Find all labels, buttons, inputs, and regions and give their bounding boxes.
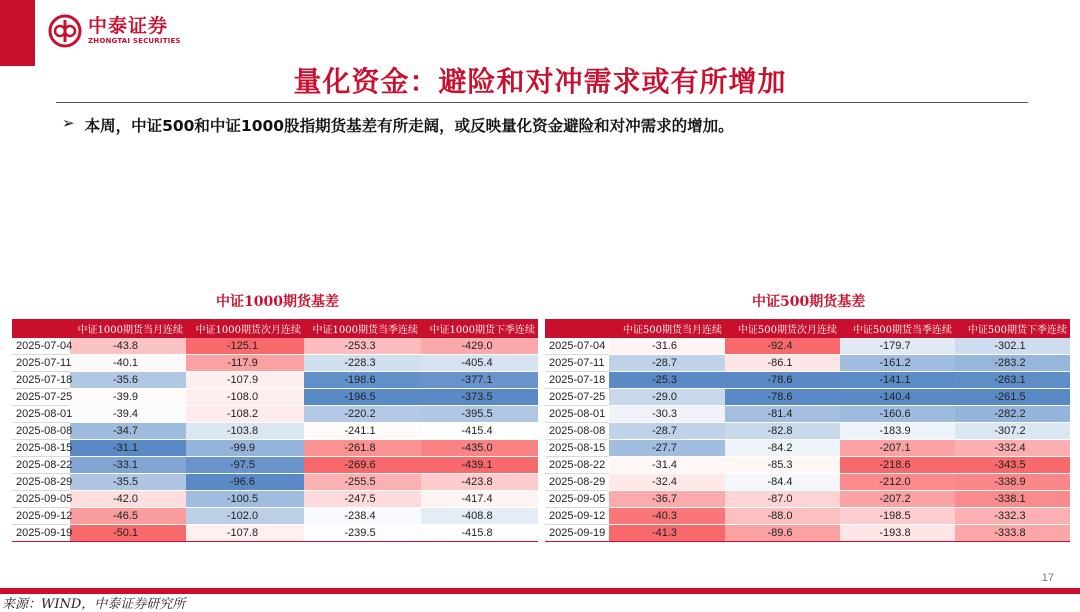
basis-cell: -228.3 xyxy=(304,355,421,372)
basis-cell: -92.4 xyxy=(725,338,840,355)
basis-cell: -198.5 xyxy=(840,508,955,525)
basis-cell: -117.9 xyxy=(186,355,304,372)
table-row xyxy=(545,423,1070,440)
table-row xyxy=(12,406,538,423)
basis-cell: -198.6 xyxy=(304,372,421,389)
basis-cell: -82.8 xyxy=(725,423,840,440)
basis-cell: -96.6 xyxy=(186,474,304,491)
table-row xyxy=(12,355,538,372)
basis-cell: -31.6 xyxy=(609,338,725,355)
date-cell: 2025-08-22 xyxy=(545,457,609,474)
basis-cell: -161.2 xyxy=(840,355,955,372)
basis-cell: -417.4 xyxy=(421,491,538,508)
arrow-bullet-icon: ➢ xyxy=(62,114,75,132)
date-cell: 2025-08-15 xyxy=(12,440,70,457)
basis-cell: -84.4 xyxy=(725,474,840,491)
date-cell: 2025-08-15 xyxy=(545,440,609,457)
basis-cell: -32.4 xyxy=(609,474,725,491)
header-accent-bar xyxy=(0,0,35,66)
date-cell: 2025-07-04 xyxy=(12,338,70,355)
basis-cell: -373.5 xyxy=(421,389,538,406)
date-cell: 2025-09-05 xyxy=(12,491,70,508)
basis-cell: -282.2 xyxy=(955,406,1070,423)
date-cell: 2025-07-18 xyxy=(545,372,609,389)
header-col-3: 中证500期货当季连续 xyxy=(840,319,955,338)
table-row xyxy=(545,491,1070,508)
basis-cell: -415.8 xyxy=(421,525,538,542)
basis-cell: -25.3 xyxy=(609,372,725,389)
basis-cell: -28.7 xyxy=(609,355,725,372)
basis-cell: -41.3 xyxy=(609,525,725,542)
date-cell: 2025-09-12 xyxy=(12,508,70,525)
table-row xyxy=(12,338,538,355)
basis-cell: -87.0 xyxy=(725,491,840,508)
basis-cell: -31.4 xyxy=(609,457,725,474)
basis-cell: -33.1 xyxy=(70,457,186,474)
date-cell: 2025-07-04 xyxy=(545,338,609,355)
table-row xyxy=(12,525,538,542)
basis-cell: -36.7 xyxy=(609,491,725,508)
basis-cell: -141.1 xyxy=(840,372,955,389)
table-header-row xyxy=(545,319,1070,338)
basis-cell: -253.3 xyxy=(304,338,421,355)
basis-cell: -125.1 xyxy=(186,338,304,355)
zhongtai-logo-icon xyxy=(48,14,82,48)
header-date xyxy=(12,319,70,338)
basis-cell: -89.6 xyxy=(725,525,840,542)
source-note: 来源：WIND，中泰证券研究所 xyxy=(2,597,186,612)
bullet-point xyxy=(62,114,734,136)
date-cell: 2025-08-29 xyxy=(545,474,609,491)
basis-cell: -405.4 xyxy=(421,355,538,372)
basis-table-1000 xyxy=(12,319,538,542)
basis-cell: -395.5 xyxy=(421,406,538,423)
date-cell: 2025-08-01 xyxy=(545,406,609,423)
basis-cell: -415.4 xyxy=(421,423,538,440)
basis-cell: -207.2 xyxy=(840,491,955,508)
basis-cell: -196.5 xyxy=(304,389,421,406)
header-date xyxy=(545,319,609,338)
basis-cell: -40.1 xyxy=(70,355,186,372)
basis-cell: -50.1 xyxy=(70,525,186,542)
basis-cell: -35.6 xyxy=(70,372,186,389)
basis-cell: -255.5 xyxy=(304,474,421,491)
date-cell: 2025-09-12 xyxy=(545,508,609,525)
basis-cell: -99.9 xyxy=(186,440,304,457)
basis-cell: -39.4 xyxy=(70,406,186,423)
basis-cell: -239.5 xyxy=(304,525,421,542)
title-divider xyxy=(56,102,1028,103)
table-row xyxy=(545,389,1070,406)
basis-cell: -29.0 xyxy=(609,389,725,406)
basis-cell: -423.8 xyxy=(421,474,538,491)
table-row xyxy=(12,423,538,440)
basis-cell: -42.0 xyxy=(70,491,186,508)
date-cell: 2025-09-05 xyxy=(545,491,609,508)
table-row xyxy=(12,457,538,474)
basis-cell: -220.2 xyxy=(304,406,421,423)
basis-cell: -332.4 xyxy=(955,440,1070,457)
basis-cell: -39.9 xyxy=(70,389,186,406)
basis-cell: -46.5 xyxy=(70,508,186,525)
basis-cell: -179.7 xyxy=(840,338,955,355)
basis-cell: -435.0 xyxy=(421,440,538,457)
basis-cell: -108.0 xyxy=(186,389,304,406)
basis-cell: -212.0 xyxy=(840,474,955,491)
basis-cell: -78.6 xyxy=(725,372,840,389)
date-cell: 2025-07-25 xyxy=(545,389,609,406)
table-500-title: 中证500期货基差 xyxy=(752,294,866,310)
table-row xyxy=(12,372,538,389)
basis-cell: -307.2 xyxy=(955,423,1070,440)
table-row xyxy=(545,338,1070,355)
header-col-3: 中证1000期货当季连续 xyxy=(304,319,421,338)
date-cell: 2025-07-25 xyxy=(12,389,70,406)
basis-cell: -43.8 xyxy=(70,338,186,355)
table-row xyxy=(12,474,538,491)
basis-cell: -107.8 xyxy=(186,525,304,542)
brand-logo xyxy=(48,14,181,48)
basis-cell: -332.3 xyxy=(955,508,1070,525)
basis-cell: -302.1 xyxy=(955,338,1070,355)
date-cell: 2025-07-11 xyxy=(12,355,70,372)
basis-cell: -34.7 xyxy=(70,423,186,440)
table-row xyxy=(545,457,1070,474)
basis-cell: -97.5 xyxy=(186,457,304,474)
basis-cell: -261.8 xyxy=(304,440,421,457)
basis-cell: -28.7 xyxy=(609,423,725,440)
basis-cell: -241.1 xyxy=(304,423,421,440)
table-1000-title: 中证1000期货基差 xyxy=(216,294,339,310)
basis-cell: -30.3 xyxy=(609,406,725,423)
brand-name-cn: 中泰证券 xyxy=(88,15,169,37)
table-row xyxy=(545,440,1070,457)
table-row xyxy=(12,389,538,406)
basis-cell: -193.8 xyxy=(840,525,955,542)
basis-cell: -439.1 xyxy=(421,457,538,474)
date-cell: 2025-09-19 xyxy=(545,525,609,542)
basis-cell: -88.0 xyxy=(725,508,840,525)
basis-cell: -247.5 xyxy=(304,491,421,508)
table-row xyxy=(545,525,1070,542)
table-row xyxy=(545,508,1070,525)
header-col-2: 中证500期货次月连续 xyxy=(725,319,840,338)
basis-cell: -207.1 xyxy=(840,440,955,457)
date-cell: 2025-09-19 xyxy=(12,525,70,542)
basis-cell: -103.8 xyxy=(186,423,304,440)
basis-cell: -86.1 xyxy=(725,355,840,372)
basis-cell: -238.4 xyxy=(304,508,421,525)
date-cell: 2025-08-08 xyxy=(12,423,70,440)
basis-cell: -84.2 xyxy=(725,440,840,457)
basis-cell: -100.5 xyxy=(186,491,304,508)
basis-cell: -218.6 xyxy=(840,457,955,474)
basis-cell: -102.0 xyxy=(186,508,304,525)
page-number: 17 xyxy=(1041,572,1054,584)
brand-name-en: ZHONGTAI SECURITIES xyxy=(88,37,181,45)
table-row xyxy=(12,491,538,508)
basis-cell: -338.9 xyxy=(955,474,1070,491)
date-cell: 2025-08-29 xyxy=(12,474,70,491)
basis-cell: -333.8 xyxy=(955,525,1070,542)
header-col-4: 中证1000期货下季连续 xyxy=(421,319,538,338)
basis-cell: -338.1 xyxy=(955,491,1070,508)
basis-cell: -183.9 xyxy=(840,423,955,440)
basis-cell: -283.2 xyxy=(955,355,1070,372)
basis-cell: -40.3 xyxy=(609,508,725,525)
basis-cell: -408.8 xyxy=(421,508,538,525)
basis-cell: -107.9 xyxy=(186,372,304,389)
basis-cell: -31.1 xyxy=(70,440,186,457)
basis-cell: -377.1 xyxy=(421,372,538,389)
date-cell: 2025-08-01 xyxy=(12,406,70,423)
basis-cell: -261.5 xyxy=(955,389,1070,406)
page-title: 量化资金：避险和对冲需求或有所增加 xyxy=(293,65,787,98)
basis-cell: -27.7 xyxy=(609,440,725,457)
header-col-2: 中证1000期货次月连续 xyxy=(186,319,304,338)
basis-cell: -85.3 xyxy=(725,457,840,474)
basis-cell: -263.1 xyxy=(955,372,1070,389)
basis-cell: -160.6 xyxy=(840,406,955,423)
table-row xyxy=(545,474,1070,491)
bullet-text: 本周，中证500和中证1000股指期货基差有所走阔，或反映量化资金避险和对冲需求的增加。 xyxy=(84,117,734,135)
basis-cell: -78.6 xyxy=(725,389,840,406)
date-cell: 2025-08-22 xyxy=(12,457,70,474)
date-cell: 2025-07-11 xyxy=(545,355,609,372)
header-col-4: 中证500期货下季连续 xyxy=(955,319,1070,338)
header-col-1: 中证500期货当月连续 xyxy=(609,319,725,338)
date-cell: 2025-07-18 xyxy=(12,372,70,389)
basis-cell: -35.5 xyxy=(70,474,186,491)
table-row xyxy=(12,508,538,525)
basis-table-500 xyxy=(545,319,1070,542)
header-col-1: 中证1000期货当月连续 xyxy=(70,319,186,338)
basis-cell: -140.4 xyxy=(840,389,955,406)
basis-cell: -343.5 xyxy=(955,457,1070,474)
basis-cell: -429.0 xyxy=(421,338,538,355)
table-header-row xyxy=(12,319,538,338)
date-cell: 2025-08-08 xyxy=(545,423,609,440)
table-row xyxy=(12,440,538,457)
table-row xyxy=(545,406,1070,423)
table-row xyxy=(545,372,1070,389)
table-row xyxy=(545,355,1070,372)
basis-cell: -81.4 xyxy=(725,406,840,423)
basis-cell: -269.6 xyxy=(304,457,421,474)
basis-cell: -108.2 xyxy=(186,406,304,423)
